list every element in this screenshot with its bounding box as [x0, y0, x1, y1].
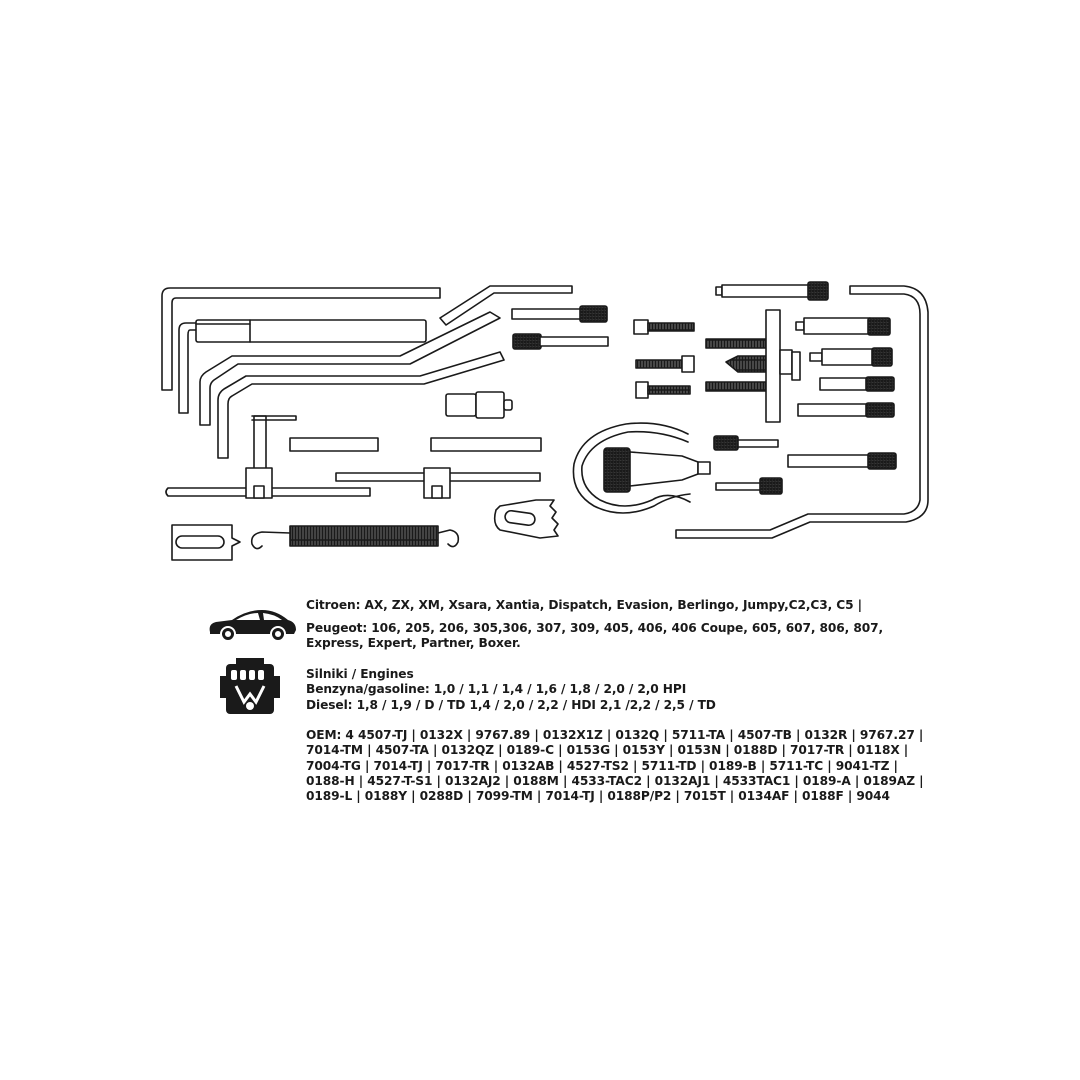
hex-bolt-1	[634, 320, 694, 334]
knurled-pin-2	[513, 334, 608, 349]
tool-set-illustration	[150, 270, 940, 575]
flat-bar-2	[431, 438, 541, 451]
knurled-pin-3	[716, 282, 828, 300]
knurled-pin-5	[810, 348, 892, 366]
engines-heading: Silniki / Engines	[306, 667, 414, 681]
knurled-pin-9	[788, 453, 896, 469]
oem-block	[306, 728, 923, 804]
oem-line-3: 7004-TG | 7014-TJ | 7017-TR | 0132AB | 4527-TS2 | 5711-TD | 0189-B | 5711-TC | 9041-TZ |	[306, 758, 898, 773]
tension-spring	[252, 526, 459, 549]
knurled-pin-8	[714, 436, 778, 450]
oem-line-4: 0188-H | 4527-T-S1 | 0132AJ2 | 0188M | 4533-TAC2 | 0132AJ1 | 4533TAC1 | 0189-A | 0189AZ |	[306, 773, 924, 788]
hex-bolt-3	[636, 382, 690, 398]
knurled-pin-7	[798, 403, 894, 417]
knurled-pin-4	[796, 318, 890, 335]
oem-line-2: 7014-TM | 4507-TA | 0132QZ | 0189-C | 0153G | 0153Y | 0153N | 0188D | 7017-TR | 0118X |	[306, 743, 909, 758]
knurled-pin-1	[512, 306, 607, 322]
stepped-plug	[446, 392, 512, 418]
vehicles-block	[306, 598, 862, 613]
citroen-models: Citroen: AX, ZX, XM, Xsara, Xantia, Dispatch, Evasion, Berlingo, Jumpy,C2,C3, C5 |	[306, 598, 863, 612]
petrol-engines: Benzyna/gasoline: 1,0 / 1,1 / 1,4 / 1,6 / 1,8 / 2,0 / 2,0 HPI	[306, 682, 687, 697]
slotted-plate	[172, 525, 240, 560]
t-bar-tool	[166, 416, 370, 498]
flat-bar-1	[290, 438, 378, 451]
knurled-pin-10	[716, 478, 782, 494]
cam-lock-comb	[495, 500, 558, 538]
car-icon	[206, 604, 298, 644]
crank-holding-tool	[706, 310, 800, 422]
peugeot-models-line-1: Peugeot: 106, 205, 206, 305,306, 307, 309, 405, 406, 406 Coupe, 605, 607, 806, 807,	[306, 621, 884, 635]
clamp-tool	[573, 423, 710, 513]
engine-icon	[218, 658, 282, 720]
hex-bolt-2	[636, 356, 694, 372]
peugeot-block	[306, 621, 883, 652]
knurled-pin-6	[820, 377, 894, 391]
diesel-engines: Diesel: 1,8 / 1,9 / D / TD 1,4 / 2,0 / 2,2 / HDI 2,1 /2,2 / 2,5 / TD	[306, 697, 716, 712]
oem-line-1: OEM: 4 4507-TJ | 0132X | 9767.89 | 0132X1Z | 0132Q | 5711-TA | 4507-TB | 0132R | 9767.27 |	[306, 728, 924, 742]
engines-block	[306, 667, 716, 713]
peugeot-models-line-2: Express, Expert, Partner, Boxer.	[306, 636, 521, 651]
oem-line-5: 0189-L | 0188Y | 0288D | 7099-TM | 7014-TJ | 0188P/P2 | 7015T | 0134AF | 0188F | 9044	[306, 789, 890, 804]
